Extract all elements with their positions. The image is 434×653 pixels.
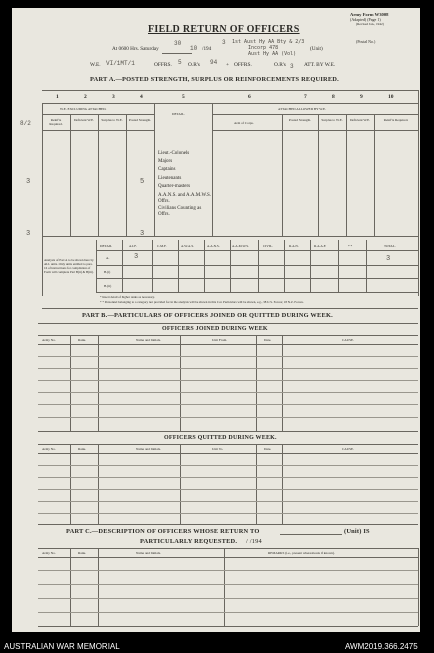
joined-col-date: Date. xyxy=(264,338,272,342)
sub-att-posted-strength: Posted Strength. xyxy=(288,118,312,122)
month-value: 10 xyxy=(190,45,198,52)
sub-att-reinf: Reinf'ts Required. xyxy=(383,118,409,122)
group-attached-allowed: ATTACHED ALLOWED BY W.E. xyxy=(278,107,326,111)
postal-label: (Postal No.) xyxy=(356,39,376,44)
hand-col4: 5 xyxy=(140,178,145,186)
an-hand-aif: 3 xyxy=(134,253,139,261)
rank-quartermasters: Quarter-masters xyxy=(158,183,191,189)
an-col-raaf: R.A.A.F. xyxy=(314,244,327,248)
part-c-title: PART C.—DESCRIPTION OF OFFICERS WHOSE RETURN TO xyxy=(66,528,260,535)
rank-list xyxy=(158,150,214,217)
sub-arm-of-corps: Arm of Corps. xyxy=(234,121,254,125)
sub-att-surplus: Surplus to W.E. xyxy=(321,118,343,122)
joined-col-unit-from: Unit From. xyxy=(212,338,228,342)
we-value: VI/1MT/1 xyxy=(106,60,135,67)
col-num-7: 7 xyxy=(304,94,307,100)
col-num-8: 8 xyxy=(332,94,335,100)
form-title: FIELD RETURN OF OFFICERS xyxy=(148,24,300,35)
footer-source: AUSTRALIAN WAR MEMORIAL xyxy=(4,642,120,651)
part-c-date: / /194 xyxy=(246,538,262,545)
typed-unit-line2: Incorp 478 xyxy=(248,45,279,51)
att-label: ATT. BY W.E. xyxy=(304,62,336,68)
margin-annotation: 8/2 xyxy=(20,120,31,127)
quitted-col-name: Name and Initials. xyxy=(136,447,161,451)
sub-reinf-required: Reinf'ts Required. xyxy=(49,118,63,126)
joined-col-name: Name and Initials. xyxy=(136,338,161,342)
rank-aans: A.A.N.S. and A.A.M.W.S. Offrs. xyxy=(158,193,212,204)
offrs2-label: OFFRS. xyxy=(234,62,252,68)
an-row-bi: B.(i) xyxy=(104,270,111,274)
form-adapted: (Adapted) (Page 1) xyxy=(350,17,381,22)
partc-col-name: Name and Initials. xyxy=(136,551,161,555)
col-num-1: 1 xyxy=(56,94,59,100)
partc-col-rank: Rank. xyxy=(78,551,87,555)
partc-col-remarks: REMARKS (i.e., present whereabouts if known). xyxy=(268,551,335,555)
day-value: 30 xyxy=(174,40,182,47)
an-col-other: * * xyxy=(348,244,353,248)
offrs-label: OFFRS. xyxy=(154,62,172,68)
col-num-2: 2 xyxy=(84,94,87,100)
quitted-col-army-no: Army No. xyxy=(42,447,56,451)
sub-deficient-we: Deficient W.E. xyxy=(73,118,95,122)
form-number: Army Form W3008 xyxy=(350,12,389,17)
part-a-title: PART A.—POSTED STRENGTH, SURPLUS OR REINFORCEMENTS REQUIRED. xyxy=(90,76,339,83)
an-row-a: A. xyxy=(106,256,110,260)
ors-label: O.R's xyxy=(188,62,200,68)
form-sheet xyxy=(12,8,420,632)
partc-col-army-no: Army No. xyxy=(42,551,56,555)
col-num-9: 9 xyxy=(360,94,363,100)
quitted-col-rank: Rank. xyxy=(78,447,87,451)
quitted-col-unit-to: Unit To. xyxy=(212,447,224,451)
total-col1: 3 xyxy=(26,230,31,238)
part-c-line2: PARTICULARLY REQUESTED. xyxy=(140,538,238,545)
ors-value: 94 xyxy=(210,59,218,66)
an-col-total: TOTAL. xyxy=(384,244,396,248)
joined-col-rank: Rank. xyxy=(78,338,87,342)
joined-col-cause: CAUSE. xyxy=(342,338,354,342)
at-time-label: At 0600 Hrs. Saturday xyxy=(112,46,159,52)
an-col-civil: CIVIL. xyxy=(263,244,273,248)
an-col-aans: A.A.N.S. xyxy=(207,244,220,248)
rank-majors: Majors xyxy=(158,159,173,165)
quitted-col-cause: CAUSE. xyxy=(342,447,354,451)
footer-accession: AWM2019.366.2475 xyxy=(345,642,418,651)
year-prefix: /194 xyxy=(202,46,212,52)
an-hand-total: 3 xyxy=(386,255,391,263)
archive-footer xyxy=(0,636,434,653)
typed-unit-line1: 1st Aust Hy AA Bty & 2/3 xyxy=(232,39,305,45)
quitted-col-date: Date. xyxy=(264,447,272,451)
note-categories: * * Personnel belonging to a category not provided for in the analysis will be shown in this Col. Particulars will be shown, e.g., 38 U.S. Forces; 18 N.Z. Forces. xyxy=(100,300,304,304)
form-revised: (Revised Jan., 1942) xyxy=(356,22,384,26)
sub-att-deficient: Deficient W.E. xyxy=(349,118,371,122)
col-num-3: 3 xyxy=(112,94,115,100)
rank-lt-colonels: Lieut.-Colonels xyxy=(158,151,190,156)
offrs-value: 5 xyxy=(178,59,182,66)
col-num-5: 5 xyxy=(182,94,185,100)
part-c-unit: (Unit) IS xyxy=(344,528,370,535)
quitted-title: OFFICERS QUITTED DURING WEEK. xyxy=(164,435,277,441)
rank-captains: Captains xyxy=(158,167,176,173)
detail-header: DETAIL. xyxy=(172,112,185,116)
an-col-awas: A.W.A.S. xyxy=(181,244,195,248)
rank-civilians: Civilians Counting as Offrs. xyxy=(158,206,202,217)
an-col-ran: R.A.N. xyxy=(289,244,299,248)
group-we-excluding: W.E. EXCLUDING ATTACHED. xyxy=(60,107,107,111)
part-b-title: PART B.—PARTICULARS OF OFFICERS JOINED OR QUITTED DURING WEEK. xyxy=(82,312,333,319)
an-col-detail: DETAIL xyxy=(100,244,112,248)
sub-posted-strength: Posted Strength. xyxy=(128,118,152,122)
col-num-10: 10 xyxy=(388,94,394,100)
sub-surplus-we: Surplus to W.E. xyxy=(101,118,123,122)
rank-lieutenants: Lieutenants xyxy=(158,175,182,181)
year-value: 3 xyxy=(222,39,226,46)
col-num-6: 6 xyxy=(248,94,251,100)
an-col-cmf: C.M.F. xyxy=(157,244,167,248)
plus-sign: + xyxy=(226,62,230,68)
col-num-4: 4 xyxy=(140,94,143,100)
total-col4: 3 xyxy=(140,230,145,238)
hand-col1: 3 xyxy=(26,178,31,186)
analysis-note: Analysis of Part A to be shown here by ALL units. Only units entitled to para. 16 of instructions for compilation of Form will complete Part B(ii) & B(iii). xyxy=(44,258,94,274)
we-label: W.E. xyxy=(90,62,101,68)
note-higher-ranks: * Insert detail of higher ranks as necessary. xyxy=(100,295,155,299)
typed-unit-line3: Aust Hy AA (Vol) xyxy=(248,51,297,57)
ors2-value: 3 xyxy=(290,63,294,70)
joined-title: OFFICERS JOINED DURING WEEK xyxy=(162,326,268,332)
ors2-label: O.R's xyxy=(274,62,286,68)
an-col-aamws: A.A.M.W.S. xyxy=(232,244,249,248)
joined-col-army-no: Army No. xyxy=(42,338,56,342)
unit-label: (Unit) xyxy=(310,46,323,52)
an-col-aif: A.I.F. xyxy=(129,244,137,248)
an-row-bii: B.(ii) xyxy=(104,284,112,288)
